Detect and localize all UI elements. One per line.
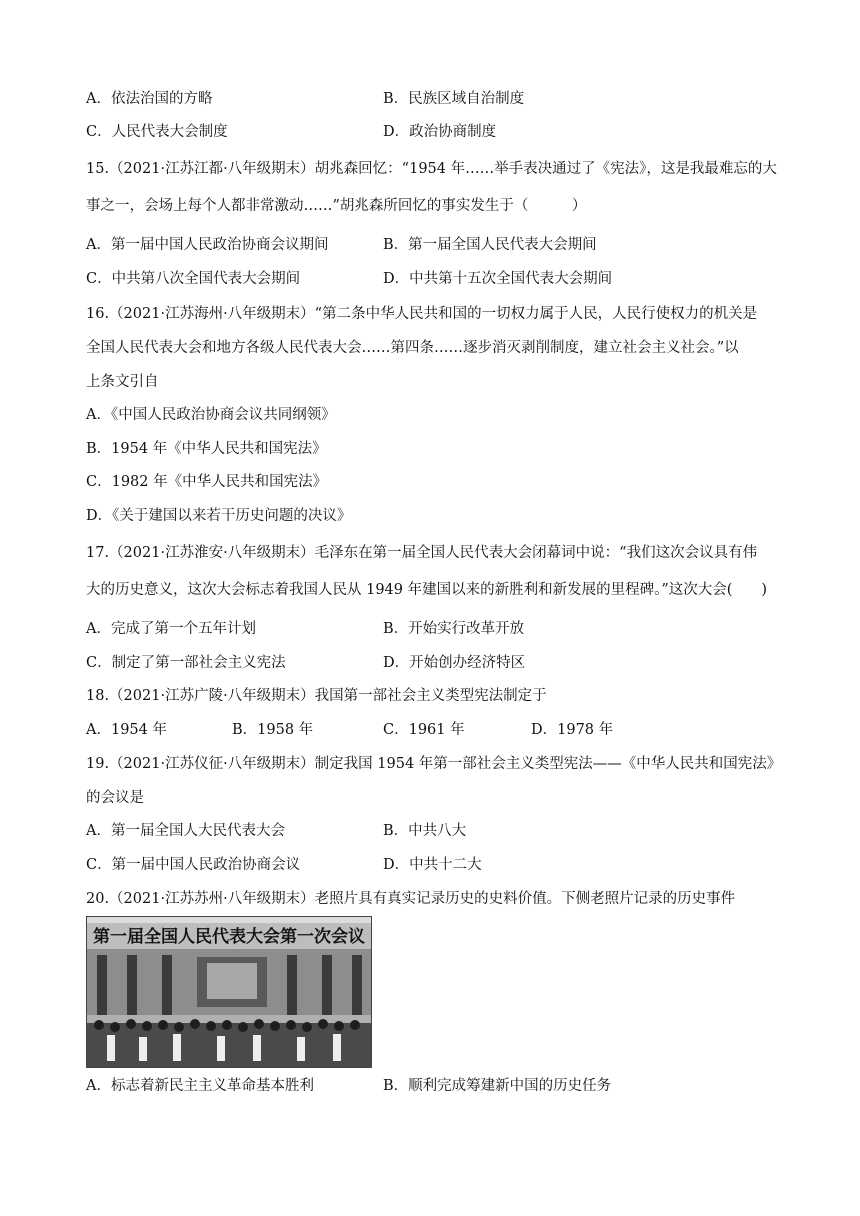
q18-option-a: A．1954 年 <box>86 722 167 738</box>
q19-stem-line2: 的会议是 <box>86 790 144 806</box>
q15-stem-line1: 15.（2021·江苏江都·八年级期末）胡兆森回忆：“1954 年……举手表决通过了《宪法》，这是我最难忘的大 <box>86 161 777 177</box>
q19-option-c: C．第一届中国人民政治协商会议 <box>86 857 301 873</box>
q18-option-c: C．1961 年 <box>383 722 465 738</box>
q16-stem-line2: 全国人民代表大会和地方各级人民代表大会……第四条……逐步消灭剥削制度，建立社会主义社会。”以 <box>86 340 739 356</box>
q16-stem-line3: 上条文引自 <box>86 374 159 390</box>
q17-stem-line2: 大的历史意义，这次大会标志着我国人民从 1949 年建国以来的新胜利和新发展的里程碑。”这次大会( ) <box>86 582 768 598</box>
q17-option-d: D．开始创办经济特区 <box>383 655 526 671</box>
q15-option-d: D．中共第十五次全国代表大会期间 <box>383 271 613 287</box>
q14-option-b: B．民族区域自治制度 <box>383 91 525 107</box>
q20-option-b: B．顺利完成筹建新中国的历史任务 <box>383 1078 612 1094</box>
q14-option-c: C．人民代表大会制度 <box>86 124 228 140</box>
q15-stem-line2: 事之一，会场上每个人都非常激动……”胡兆森所回忆的事实发生于（ ） <box>86 198 587 214</box>
historical-photo <box>86 916 372 1068</box>
q18-stem: 18.（2021·江苏广陵·八年级期末）我国第一部社会主义类型宪法制定于 <box>86 688 547 704</box>
q16-stem-line1: 16.（2021·江苏海州·八年级期末）“第二条中华人民共和国的一切权力属于人民，人民行使权力的机关是 <box>86 306 758 322</box>
q15-option-b: B．第一届全国人民代表大会期间 <box>383 237 597 253</box>
q18-option-b: B．1958 年 <box>232 722 314 738</box>
q18-option-d: D．1978 年 <box>531 722 614 738</box>
q17-option-a: A．完成了第一个五年计划 <box>86 621 256 637</box>
q17-option-b: B．开始实行改革开放 <box>383 621 525 637</box>
q16-option-b: B．1954 年《中华人民共和国宪法》 <box>86 441 327 457</box>
q19-option-d: D．中共十二大 <box>383 857 482 873</box>
q20-stem: 20.（2021·江苏苏州·八年级期末）老照片具有真实记录历史的史料价值。下侧老照片记录的历史事件 <box>86 891 736 907</box>
photo-banner-text: 第一届全国人民代表大会第一次会议 <box>93 927 365 947</box>
q15-option-c: C．中共第八次全国代表大会期间 <box>86 271 301 287</box>
q19-stem-line1: 19.（2021·江苏仪征·八年级期末）制定我国 1954 年第一部社会主义类型宪法——《中华人民共和国宪法》 <box>86 756 782 772</box>
q17-stem-line1: 17.（2021·江苏淮安·八年级期末）毛泽东在第一届全国人民代表大会闭幕词中说：“我们这次会议具有伟 <box>86 545 758 561</box>
q14-option-a: A．依法治国的方略 <box>86 91 213 107</box>
q16-option-c: C．1982 年《中华人民共和国宪法》 <box>86 474 328 490</box>
q16-option-a: A．《中国人民政治协商会议共同纲领》 <box>86 407 336 423</box>
q15-option-a: A．第一届中国人民政治协商会议期间 <box>86 237 329 253</box>
q17-option-c: C．制定了第一部社会主义宪法 <box>86 655 286 671</box>
q19-option-b: B．中共八大 <box>383 823 467 839</box>
q14-option-d: D．政治协商制度 <box>383 124 497 140</box>
q16-option-d: D．《关于建国以来若干历史问题的决议》 <box>86 508 352 524</box>
q20-option-a: A．标志着新民主主义革命基本胜利 <box>86 1078 314 1094</box>
photo-illustration <box>87 917 371 1067</box>
q19-option-a: A．第一届全国人大民代表大会 <box>86 823 285 839</box>
